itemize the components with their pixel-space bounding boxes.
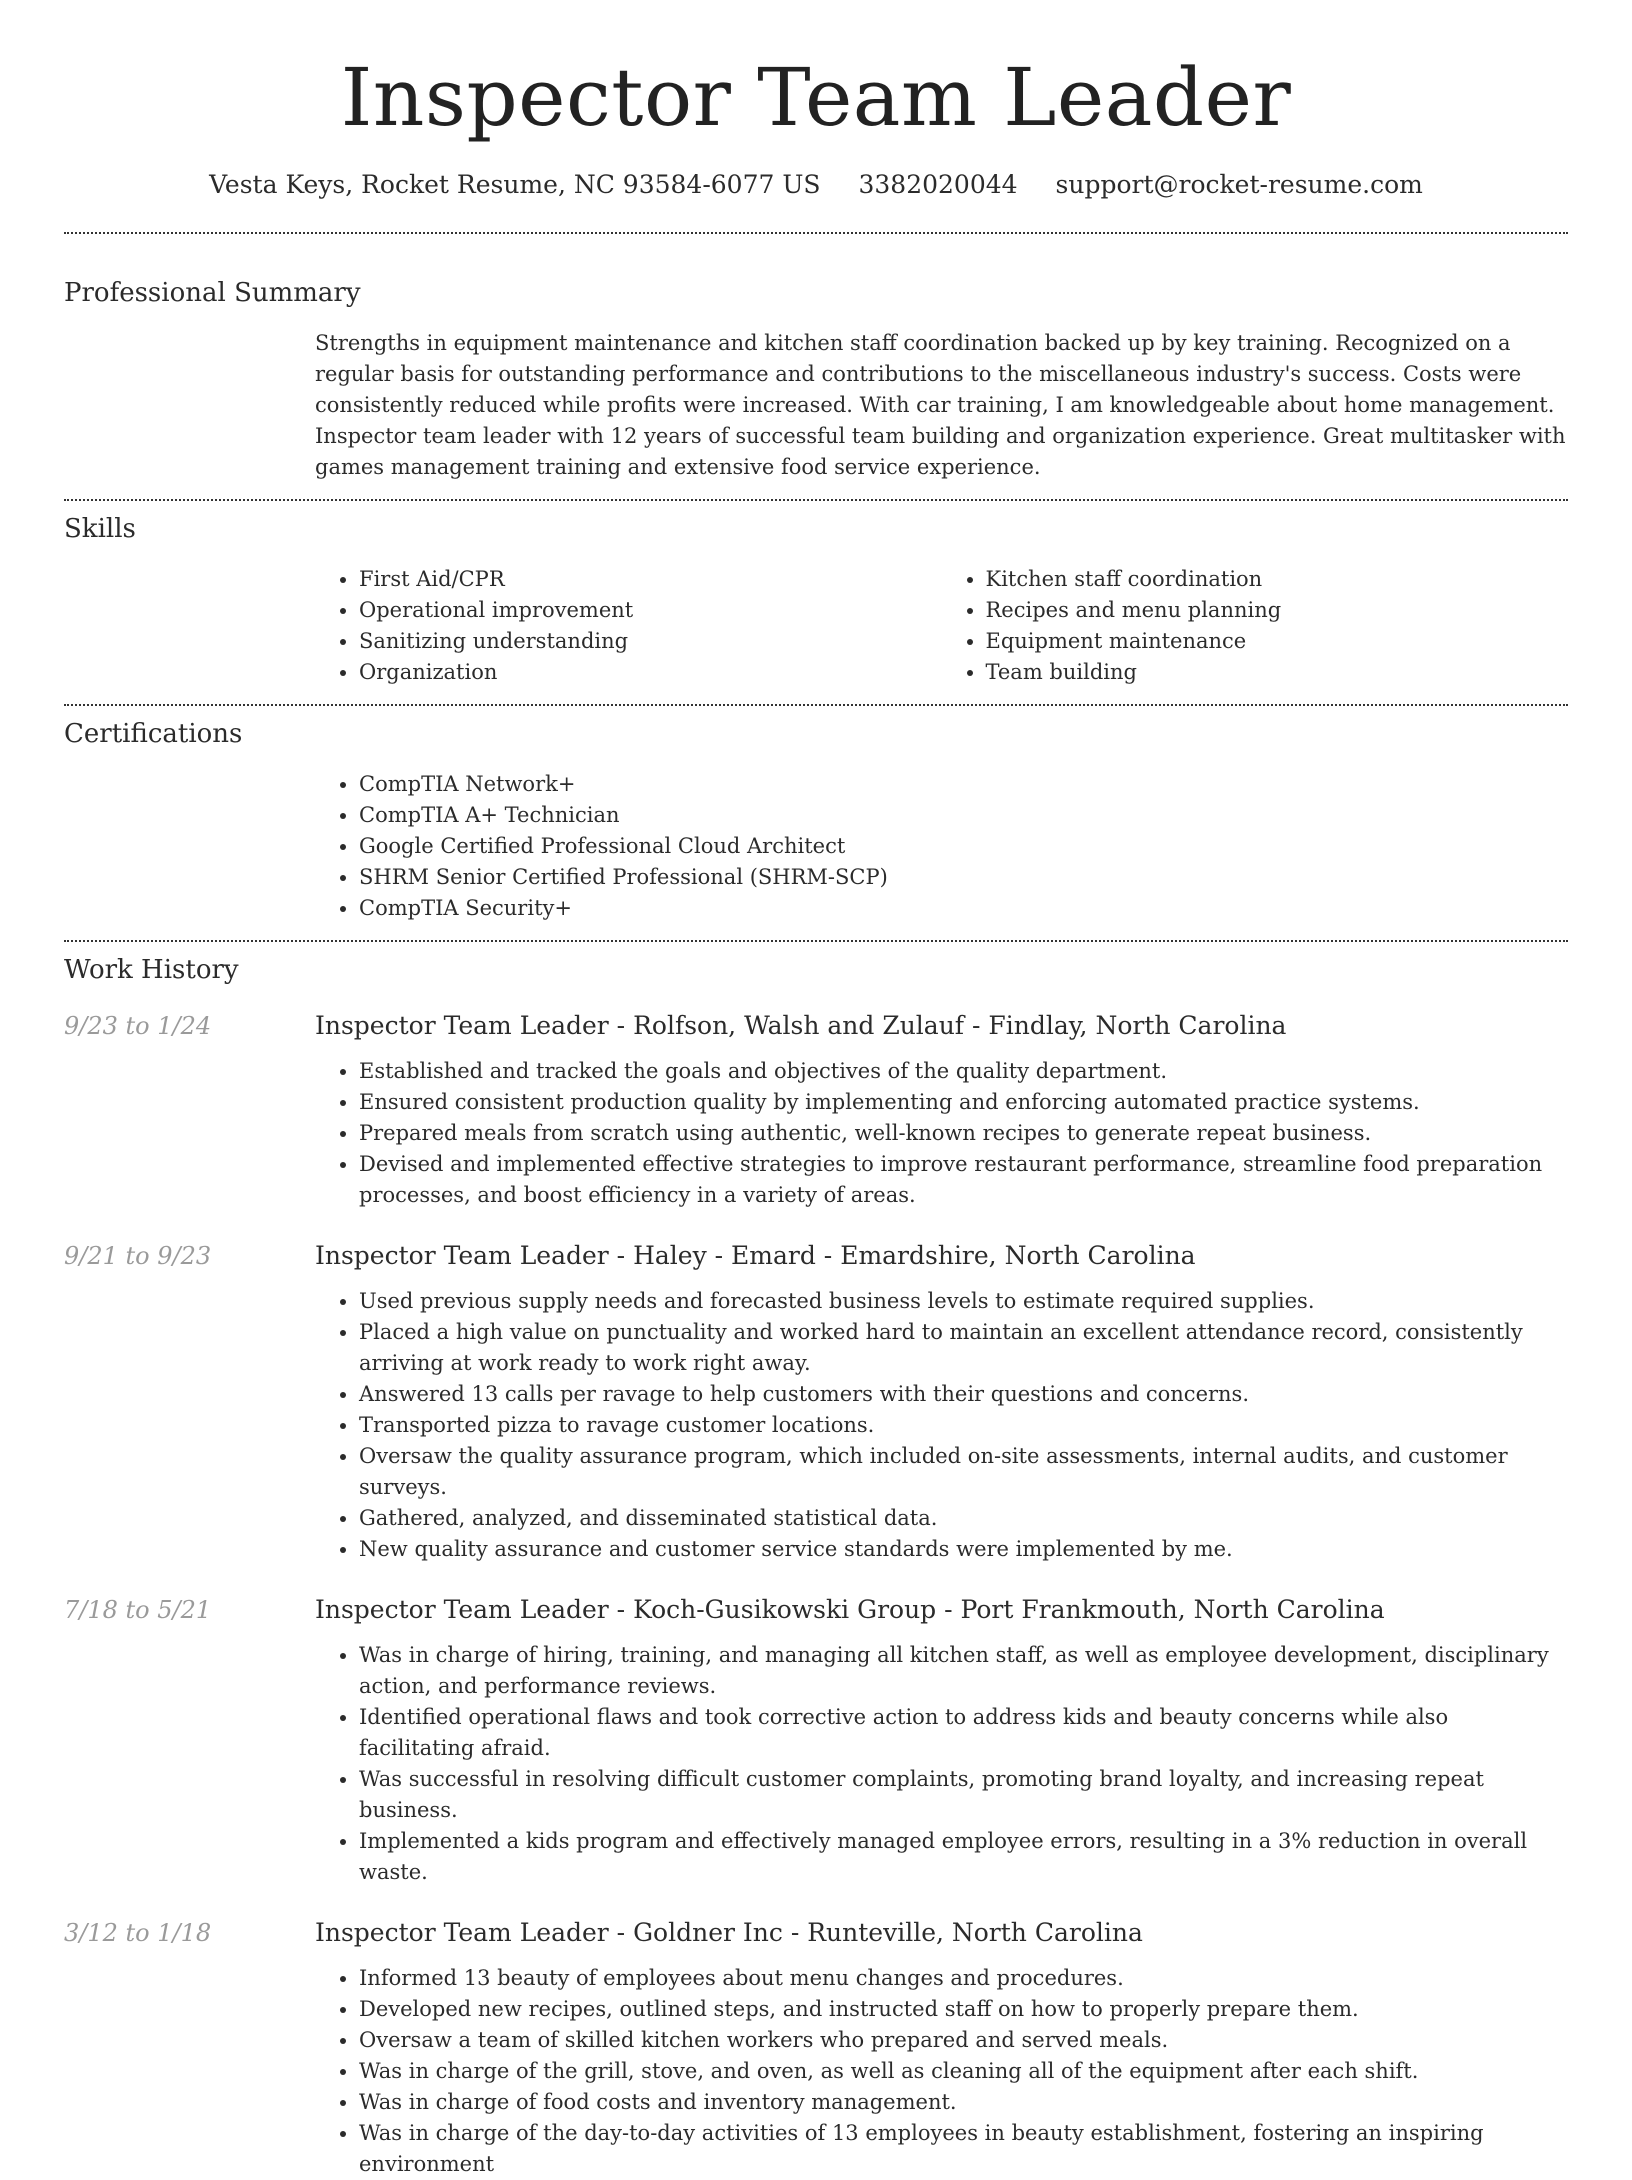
certification-item: • SHRM Senior Certified Professional (SHRM-SCP): [359, 862, 1568, 893]
work-history-heading: Work History: [64, 955, 239, 985]
job-title: Inspector Team Leader - Rolfson, Walsh and Zulauf - Findlay, North Carolina: [315, 1011, 1287, 1040]
job-bullet: • Placed a high value on punctuality and worked hard to maintain an excellent attendance record, consistently arriving at work ready to work right away.: [359, 1317, 1568, 1379]
skill-item: • Organization: [359, 657, 942, 688]
certifications-bullets: [315, 769, 1568, 924]
skill-item: • First Aid/CPR: [359, 564, 942, 595]
skill-item: • Sanitizing understanding: [359, 626, 942, 657]
job-bullet: • Oversaw a team of skilled kitchen workers who prepared and served meals.: [359, 2025, 1568, 2056]
resume-title: Inspector Team Leader: [340, 51, 1292, 144]
job-bullet: • Implemented a kids program and effectively managed employee errors, resulting in a 3% reduction in overall waste.: [359, 1826, 1568, 1888]
job-bullet: • Was in charge of the day-to-day activities of 13 employees in beauty establishment, fostering an inspiring environment: [359, 2118, 1568, 2180]
job-bullet-list: [315, 1056, 1568, 1211]
skill-item: • Recipes and menu planning: [986, 595, 1569, 626]
contact-line: [64, 170, 1568, 199]
contact-address: Vesta Keys, Rocket Resume, NC 93584-6077 US: [209, 170, 821, 199]
skills-list: [315, 564, 1568, 688]
skills-right-column: [942, 564, 1569, 688]
job-entry: [64, 1595, 1568, 1888]
job-bullet-list: [315, 1286, 1568, 1565]
job-bullet: • Identified operational flaws and took corrective action to address kids and beauty concerns while also facilitating afraid.: [359, 1702, 1568, 1764]
job-header: [64, 1595, 1568, 1624]
divider: [64, 704, 1568, 706]
job-header: [64, 1918, 1568, 1947]
job-bullets: [315, 1640, 1568, 1888]
job-bullets: [315, 1963, 1568, 2180]
job-dates: 9/21 to 9/23: [64, 1242, 212, 1270]
divider: [64, 232, 1568, 234]
certification-item: • CompTIA A+ Technician: [359, 800, 1568, 831]
job-dates: 7/18 to 5/21: [64, 1596, 212, 1624]
contact-phone: 3382020044: [858, 170, 1018, 199]
skill-item: • Kitchen staff coordination: [986, 564, 1569, 595]
job-title: Inspector Team Leader - Haley - Emard - Emardshire, North Carolina: [315, 1241, 1196, 1270]
certifications-list: [315, 769, 1568, 924]
divider: [64, 499, 1568, 501]
skills-left-column: [315, 564, 942, 688]
job-bullet: • Answered 13 calls per ravage to help customers with their questions and concerns.: [359, 1379, 1568, 1410]
job-bullet: • Established and tracked the goals and objectives of the quality department.: [359, 1056, 1568, 1087]
work-history-section: [64, 955, 1568, 2180]
job-bullet-list: [315, 1640, 1568, 1888]
job-bullet: • Ensured consistent production quality by implementing and enforcing automated practice systems.: [359, 1087, 1568, 1118]
job-bullet: • Developed new recipes, outlined steps, and instructed staff on how to properly prepare them.: [359, 1994, 1568, 2025]
job-bullet-list: [315, 1963, 1568, 2180]
summary-section: [64, 278, 1568, 483]
skills-section: [64, 514, 1568, 688]
skill-item: • Operational improvement: [359, 595, 942, 626]
certification-item: • CompTIA Security+: [359, 893, 1568, 924]
job-bullet: • Oversaw the quality assurance program, which included on-site assessments, internal audits, and customer surveys.: [359, 1441, 1568, 1503]
job-bullet: • Gathered, analyzed, and disseminated statistical data.: [359, 1503, 1568, 1534]
job-entry: [64, 1241, 1568, 1565]
job-bullet: • Devised and implemented effective strategies to improve restaurant performance, streamline food preparation processes, and boost efficiency in a variety of areas.: [359, 1149, 1568, 1211]
certification-item: • Google Certified Professional Cloud Architect: [359, 831, 1568, 862]
certification-item: • CompTIA Network+: [359, 769, 1568, 800]
job-bullet: • Transported pizza to ravage customer locations.: [359, 1410, 1568, 1441]
job-bullets: [315, 1286, 1568, 1565]
job-entry: [64, 1918, 1568, 2180]
divider: [64, 940, 1568, 942]
job-bullet: • Used previous supply needs and forecasted business levels to estimate required supplies.: [359, 1286, 1568, 1317]
resume-page: [64, 0, 1568, 2180]
skill-item: • Team building: [986, 657, 1569, 688]
job-title: Inspector Team Leader - Koch-Gusikowski Group - Port Frankmouth, North Carolina: [315, 1595, 1385, 1624]
job-dates: 3/12 to 1/18: [64, 1919, 212, 1947]
skills-heading: Skills: [64, 514, 136, 544]
certifications-heading: Certifications: [64, 719, 243, 749]
job-bullet: • Was successful in resolving difficult customer complaints, promoting brand loyalty, and increasing repeat business.: [359, 1764, 1568, 1826]
skill-item: • Equipment maintenance: [986, 626, 1569, 657]
job-bullet: • Informed 13 beauty of employees about menu changes and procedures.: [359, 1963, 1568, 1994]
job-dates: 9/23 to 1/24: [64, 1012, 212, 1040]
job-bullet: • Was in charge of the grill, stove, and oven, as well as cleaning all of the equipment after each shift.: [359, 2056, 1568, 2087]
job-title: Inspector Team Leader - Goldner Inc - Runteville, North Carolina: [315, 1918, 1143, 1947]
job-header: [64, 1011, 1568, 1040]
certifications-section: [64, 719, 1568, 924]
summary-text: Strengths in equipment maintenance and kitchen staff coordination backed up by key training. Recognized on a regular basis for outstanding performance and contributions to the miscellaneous industry's success. Costs were consistently reduced while profits were increased. With car training, I am knowledgeable about home management. Inspector team leader with 12 years of successful team building and organization experience. Great multitasker with games management training and extensive food service experience.: [315, 331, 1566, 479]
job-entry: [64, 1011, 1568, 1211]
job-bullet: • Was in charge of hiring, training, and managing all kitchen staff, as well as employee development, disciplinary action, and performance reviews.: [359, 1640, 1568, 1702]
job-bullet: • Prepared meals from scratch using authentic, well-known recipes to generate repeat business.: [359, 1118, 1568, 1149]
job-bullet: • New quality assurance and customer service standards were implemented by me.: [359, 1534, 1568, 1565]
job-bullet: • Was in charge of food costs and inventory management.: [359, 2087, 1568, 2118]
job-header: [64, 1241, 1568, 1270]
job-bullets: [315, 1056, 1568, 1211]
contact-email: support@rocket-resume.com: [1055, 170, 1423, 199]
summary-heading: Professional Summary: [64, 278, 361, 308]
